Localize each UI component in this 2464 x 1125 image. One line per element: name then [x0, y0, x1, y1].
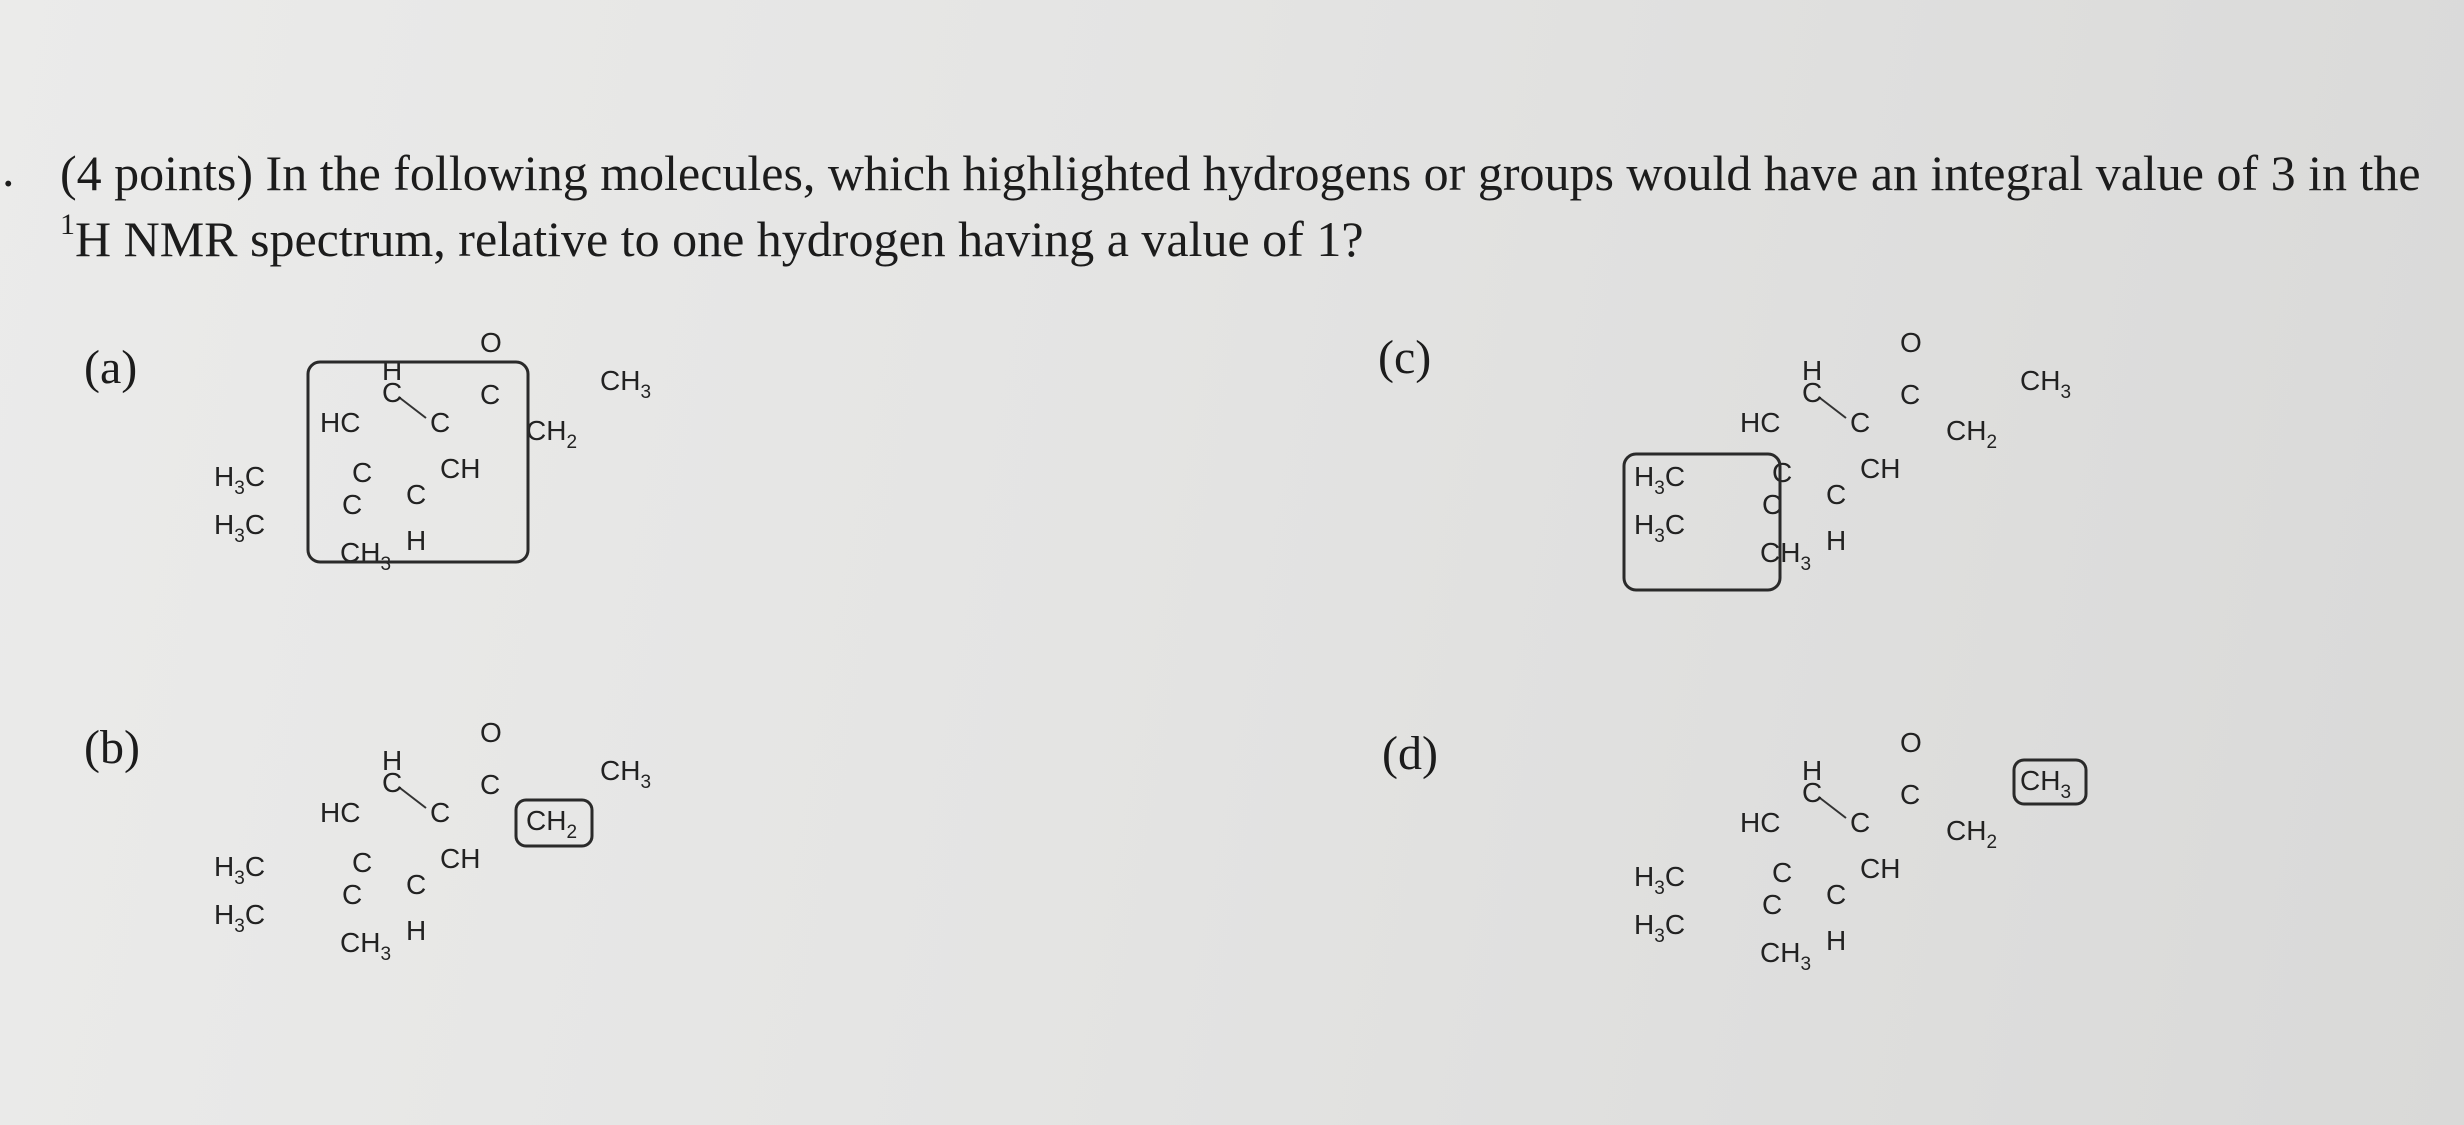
option-b-label: (b)	[84, 721, 140, 774]
ring-hc-left: HC	[320, 797, 361, 828]
tbu-ch3-bottom: $CH_3$	[1760, 537, 1812, 575]
ring-hc-left: HC	[1740, 407, 1781, 438]
tbu-quaternary-c: C	[1762, 489, 1783, 520]
atom-c: C	[1802, 377, 1823, 408]
option-a-label: (a)	[84, 341, 138, 394]
tbu-h3c-bottom: $H_3C$	[1634, 509, 1686, 547]
tbu-ch3-bottom: $CH_3$	[340, 927, 392, 965]
ethyl-ch2: $CH_2$	[526, 415, 578, 453]
carbonyl-c: C	[480, 769, 501, 800]
ring-ch-top: H	[1802, 355, 1823, 386]
tbu-quaternary-c: C	[342, 489, 363, 520]
ethyl-ch2: $CH_2$	[526, 805, 578, 843]
ring-c-ipso: C	[352, 847, 373, 878]
ring-ch-top: H	[382, 355, 403, 386]
ring-c-ipso: C	[1772, 457, 1793, 488]
carbonyl-o: O	[1900, 727, 1922, 758]
ring-hc-left: HC	[1740, 807, 1781, 838]
ring-bonds	[400, 398, 426, 418]
ethyl-ch3: $CH_3$	[600, 365, 652, 403]
ring-c-ipso: C	[1772, 857, 1793, 888]
molecule-b	[200, 717, 660, 990]
atom-c: C	[382, 767, 403, 798]
atom-c: C	[382, 377, 403, 408]
molecule-a	[200, 327, 660, 600]
ring-c-bottom: C	[406, 479, 427, 510]
ring-c-right: C	[1850, 407, 1871, 438]
ethyl-ch2: $CH_2$	[1946, 815, 1998, 853]
nmr-superscript: 1	[60, 208, 75, 241]
tbu-ch3-bottom: $CH_3$	[1760, 937, 1812, 975]
tbu-h3c-bottom: $H_3C$	[214, 509, 266, 547]
carbonyl-o: O	[480, 327, 502, 358]
ring-ch-top: H	[382, 745, 403, 776]
ring-h-bottom: H	[406, 525, 427, 556]
question-points: (4 points)	[60, 145, 254, 201]
ring-h-bottom: H	[1826, 525, 1847, 556]
molecule-d	[1620, 727, 2080, 1000]
tbu-h3c-top: $H_3C$	[1634, 461, 1686, 499]
question-text	[60, 140, 2440, 272]
ring-c-bottom: C	[1826, 479, 1847, 510]
ring-c-bottom: C	[1826, 879, 1847, 910]
ring-ch-right: CH	[1860, 853, 1901, 884]
carbonyl-c: C	[480, 379, 501, 410]
ring-bonds	[1820, 798, 1846, 818]
ring-c-right: C	[1850, 807, 1871, 838]
ring-ch-right: CH	[1860, 453, 1901, 484]
ethyl-ch3: $CH_3$	[600, 755, 652, 793]
question-text-part2: H NMR spectrum, relative to one hydrogen having a value of 1?	[75, 211, 1364, 267]
molecule-c	[1620, 327, 2080, 600]
ethyl-ch2: $CH_2$	[1946, 415, 1998, 453]
option-d-label: (d)	[1382, 727, 1438, 780]
carbonyl-c: C	[1900, 379, 1921, 410]
ring-h-bottom: H	[1826, 925, 1847, 956]
carbonyl-c: C	[1900, 779, 1921, 810]
carbonyl-o: O	[480, 717, 502, 748]
ring-c-bottom: C	[406, 869, 427, 900]
ring-c-ipso: C	[352, 457, 373, 488]
ring-bonds	[1820, 398, 1846, 418]
ring-c-right: C	[430, 407, 451, 438]
tbu-h3c-bottom: $H_3C$	[1634, 909, 1686, 947]
ethyl-ch3: $CH_3$	[2020, 765, 2072, 803]
option-c-label: (c)	[1378, 331, 1432, 384]
tbu-h3c-top: $H_3C$	[214, 851, 266, 889]
tbu-ch3-bottom: $CH_3$	[340, 537, 392, 575]
atom-c: C	[1802, 777, 1823, 808]
tbu-h3c-top: $H_3C$	[1634, 861, 1686, 899]
ring-h-bottom: H	[406, 915, 427, 946]
ring-hc-left: HC	[320, 407, 361, 438]
carbonyl-o: O	[1900, 327, 1922, 358]
ring-bonds	[400, 788, 426, 808]
ring-c-right: C	[430, 797, 451, 828]
tbu-quaternary-c: C	[342, 879, 363, 910]
tbu-h3c-top: $H_3C$	[214, 461, 266, 499]
ring-ch-right: CH	[440, 843, 481, 874]
ethyl-ch3: $CH_3$	[2020, 365, 2072, 403]
tbu-quaternary-c: C	[1762, 889, 1783, 920]
tbu-h3c-bottom: $H_3C$	[214, 899, 266, 937]
ring-ch-top: H	[1802, 755, 1823, 786]
question-number: .	[2, 141, 15, 197]
question-text-part1: In the following molecules, which highlighted hydrogens or groups would have an integral value of 3 in the	[265, 145, 2421, 201]
ring-ch-right: CH	[440, 453, 481, 484]
